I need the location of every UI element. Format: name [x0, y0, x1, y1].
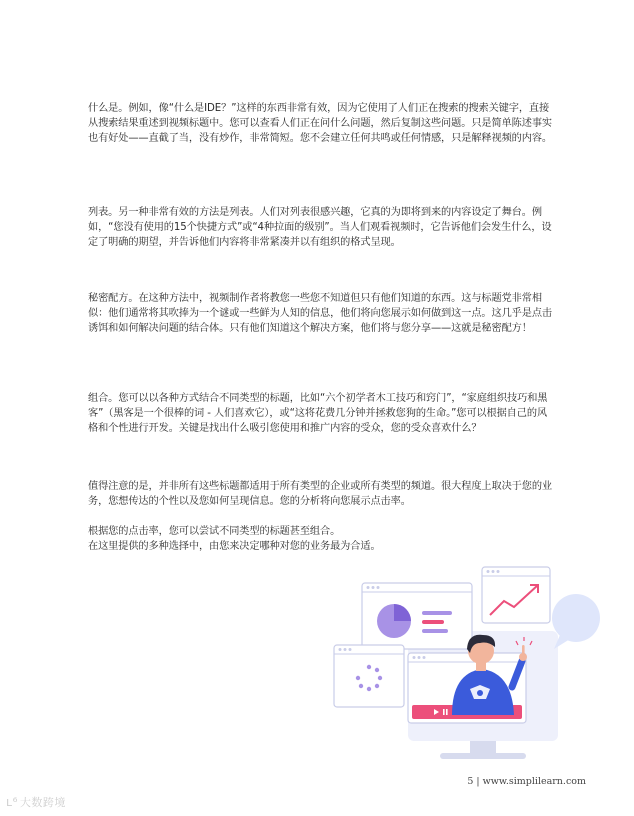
- video-creator-illustration: [330, 565, 610, 770]
- paragraph-ctr-advice: 根据您的点击率，您可以尝试不同类型的标题甚至组合。 在这里提供的多种选择中，由您来决定哪种对您的业务最为合适。: [88, 526, 381, 552]
- watermark-text: 大数跨境: [19, 796, 66, 809]
- trend-chart-window: [482, 567, 550, 623]
- pie-chart-window: [362, 583, 472, 649]
- paragraph-what-is: 什么是。例如，像“什么是IDE？”这样的东西非常有效，因为它使用了人们正在搜索的搜索关键字，直接从搜索结果重述到视频标题中。您可以查看人们正在问什么问题，然后复制这些问题。只是简单陈述事实也有好处——直截了当，没有炒作，非常简短。您不会建立任何共鸣或任何情感，只是解释视频的内容。: [88, 103, 553, 144]
- page-number: 5: [467, 776, 474, 787]
- page-footer: [467, 776, 586, 787]
- paragraph-secret-recipe: 秘密配方。在这种方法中，视频制作者将教您一些您不知道但只有他们知道的东西。这与标题党非常相似：他们通常将其吹捧为一个谜或一些鲜为人知的信息，他们将向您展示如何做到这一点。这几乎是点击诱饵和如何解决问题的结合体。只有他们知道这个解决方案，他们将与您分享——这就是秘密配方！: [88, 293, 553, 334]
- loading-window: [334, 645, 404, 707]
- watermark: [6, 794, 66, 810]
- footer-website-link[interactable]: www.simplilearn.com: [482, 776, 586, 787]
- speech-bubble: [552, 594, 600, 649]
- paragraph-note: 值得注意的是，并非所有这些标题都适用于所有类型的企业或所有类型的频道。很大程度上取决于您的业务，您想传达的个性以及您如何呈现信息。您的分析将向您展示点击率。: [88, 481, 553, 507]
- watermark-logo-icon: ʟ⁶: [6, 795, 18, 809]
- paragraph-combination: 组合。您可以以各种方式结合不同类型的标题，比如“六个初学者木工技巧和窍门”，“家庭组织技巧和黑客”（黑客是一个很棒的词 - 人们喜欢它），或“这将花费几分钟并拯救您狗的生命。”您可以根据自己的风格和个性进行开发。关键是找出什么吸引您使用和推广内容的受众，您的受众喜欢什么？: [88, 393, 548, 434]
- footer-separator: |: [476, 776, 480, 787]
- paragraph-list: 列表。另一种非常有效的方法是列表。人们对列表很感兴趣，它真的为即将到来的内容设定了舞台。例如，“您没有使用的15个快捷方式”或“4种拉面的级别”。当人们观看视频时，它告诉他们会发生什么，设定了明确的期望，并告诉他们内容将非常紧凑并以有组织的格式呈现。: [88, 207, 552, 248]
